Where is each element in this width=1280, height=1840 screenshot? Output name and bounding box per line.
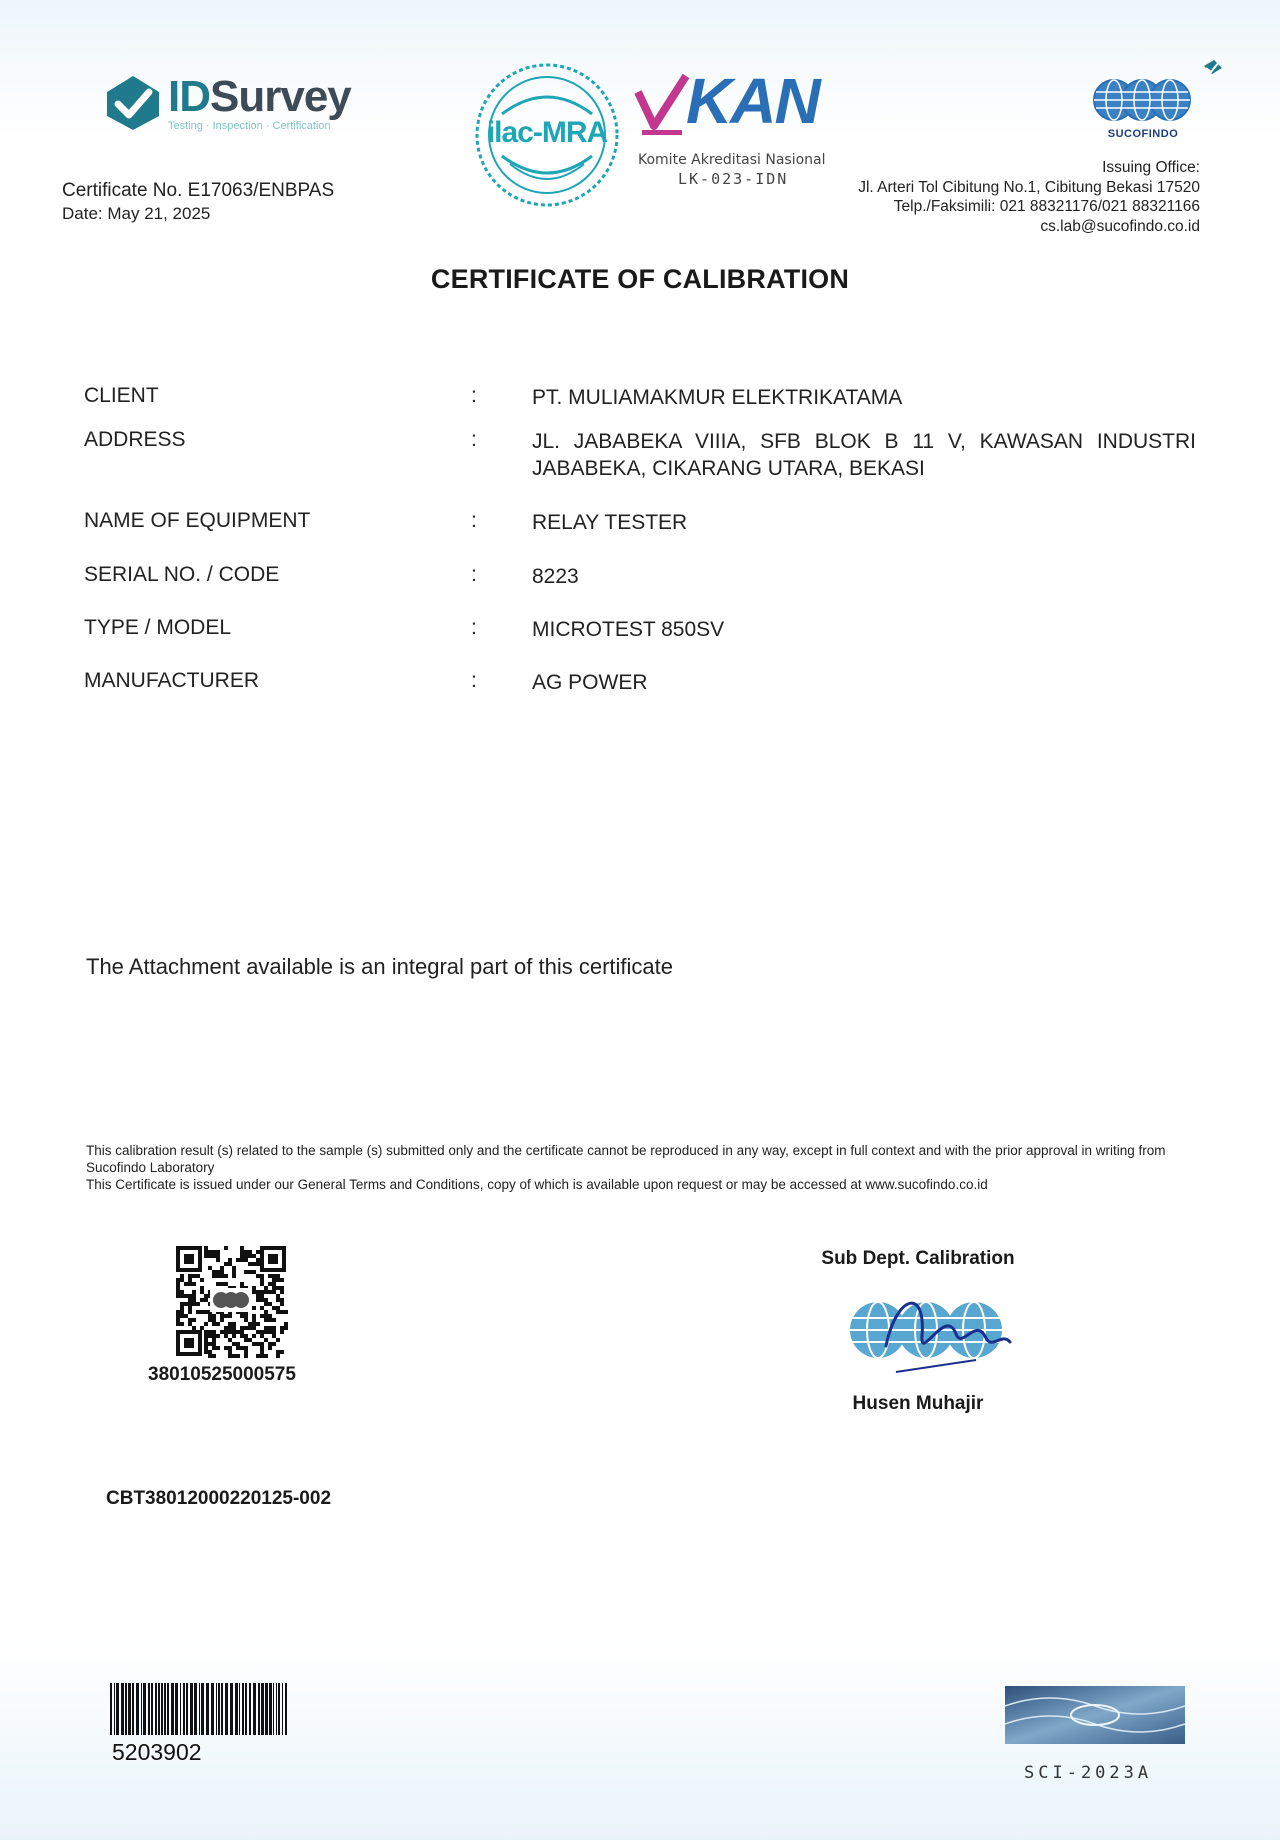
barcode-number: 5203902 (112, 1739, 202, 1765)
colon: : (471, 616, 477, 639)
fineprint (86, 1142, 1198, 1193)
issuing-office-phone: Telp./Faksimili: 021 88321176/021 88321166 (893, 198, 1200, 215)
detail-row-address (84, 428, 1196, 509)
kan-wordmark: KAN (686, 65, 819, 137)
idsurvey-check-icon (104, 74, 162, 132)
type-value: MICROTEST 850SV (532, 618, 725, 641)
qr-code (174, 1244, 288, 1358)
ilac-mra-logo (472, 60, 622, 210)
fineprint-line: Sucofindo Laboratory (86, 1160, 215, 1175)
sucofindo-wordmark: SUCOFINDO (1107, 128, 1179, 140)
qr-number: 38010525000575 (148, 1364, 296, 1385)
equipment-value: RELAY TESTER (532, 511, 688, 534)
issuing-office-address: Jl. Arteri Tol Cibitung No.1, Cibitung Bekasi 17520 (858, 178, 1200, 196)
certificate-number: Certificate No. E17063/ENBPAS (62, 180, 335, 201)
detail-row-client (84, 384, 1196, 428)
barcode (110, 1683, 288, 1735)
document-title: CERTIFICATE OF CALIBRATION (430, 264, 850, 294)
kan-logo (634, 65, 834, 200)
equipment-label: NAME OF EQUIPMENT (84, 509, 311, 532)
colon: : (471, 669, 477, 692)
colon: : (471, 428, 477, 451)
security-hologram (1005, 1686, 1185, 1744)
client-value: PT. MULIAMAKMUR ELEKTRIKATAMA (532, 386, 903, 409)
sub-department: Sub Dept. Calibration (821, 1248, 1015, 1269)
detail-row-serial (84, 563, 1196, 616)
cbt-code: CBT38012000220125-002 (106, 1488, 332, 1509)
sucofindo-logo (1086, 58, 1226, 138)
issuing-office-label: Issuing Office: (1102, 159, 1200, 176)
client-label: CLIENT (84, 384, 159, 407)
detail-row-equipment (84, 509, 1196, 563)
issuing-office (858, 158, 1200, 236)
address-label: ADDRESS (84, 428, 186, 451)
equipment-details (84, 384, 1196, 709)
idsurvey-wordmark: IDSurvey (168, 72, 351, 121)
fineprint-line: This calibration result (s) related to the sample (s) submitted only and the certificate cannot be reproduced in any way, except in full context and with the prior approval in writing from (86, 1143, 1166, 1158)
kan-subtitle: Komite Akreditasi Nasional (638, 152, 826, 168)
issuing-office-email: cs.lab@sucofindo.co.id (1040, 217, 1200, 235)
fineprint-line: This Certificate is issued under our General Terms and Conditions, copy of which is available upon request or may be accessed at www.sucofindo.co.id (86, 1177, 988, 1192)
kan-check-icon (634, 74, 690, 138)
type-label: TYPE / MODEL (84, 616, 232, 639)
sucofindo-stamp-signature (826, 1276, 1026, 1396)
colon: : (471, 509, 477, 532)
idsurvey-tagline: Testing · Inspection · Certification (168, 120, 331, 132)
address-value: JL. JABABEKA VIIIA, SFB BLOK B 11 V, KAWASAN INDUSTRI JABABEKA, CIKARANG UTARA, BEKASI (532, 430, 1196, 480)
sucofindo-globes-icon (1086, 58, 1226, 128)
manufacturer-value: AG POWER (532, 671, 648, 694)
idsurvey-logo (104, 70, 374, 140)
detail-row-manufacturer (84, 669, 1196, 709)
serial-value: 8223 (532, 565, 579, 588)
attachment-note: The Attachment available is an integral part of this certificate (86, 954, 673, 979)
serial-label: SERIAL NO. / CODE (84, 563, 280, 586)
detail-row-type (84, 616, 1196, 669)
ilac-mra-text: ilac-MRA (486, 116, 608, 149)
manufacturer-label: MANUFACTURER (84, 669, 260, 692)
colon: : (471, 384, 477, 407)
kan-accreditation-code: LK-023-IDN (678, 170, 789, 188)
certificate-date: Date: May 21, 2025 (62, 204, 211, 223)
signer-name: Husen Muhajir (852, 1393, 984, 1414)
hologram-code: SCI-2023A (1024, 1763, 1153, 1783)
colon: : (471, 563, 477, 586)
